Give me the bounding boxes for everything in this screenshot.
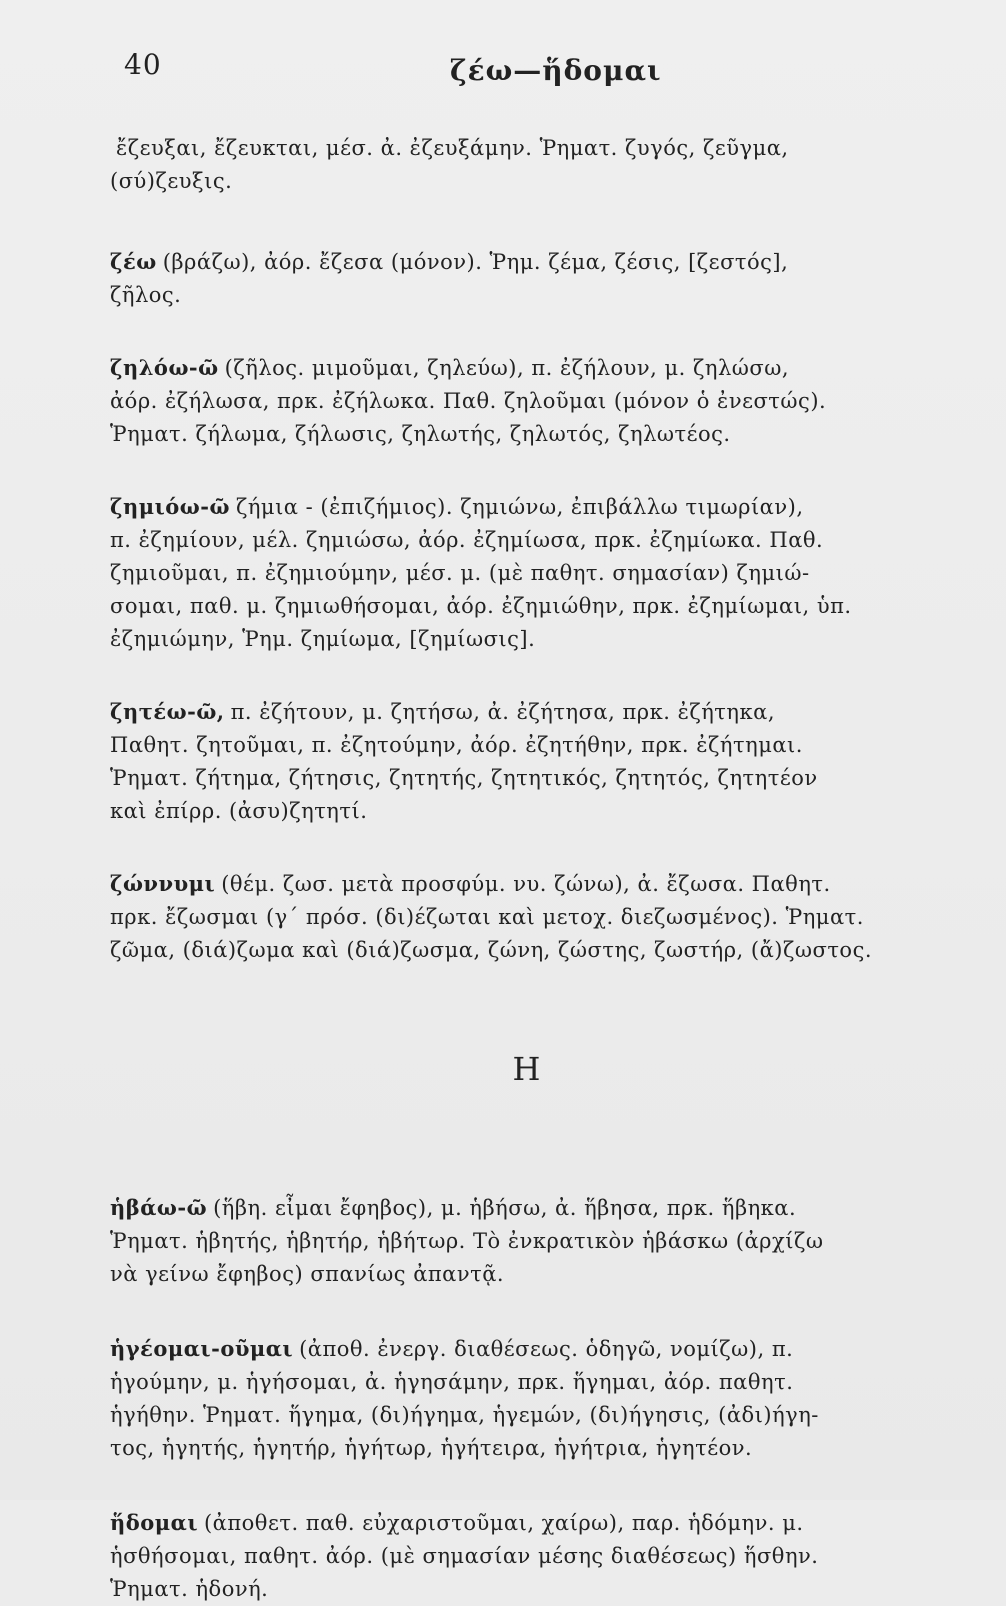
entry-text: (ἀποθετ. παθ. εὐχαριστοῦμαι, χαίρω), παρ. ἡδόμην. μ. ἡσθήσομαι, παθητ. ἀόρ. (μὲ σημασίαν μέσης διαθέσεως) ἥσθην. Ῥηματ. ἡδονή.: [110, 1511, 819, 1601]
running-head: ζέω—ἥδομαι: [450, 54, 662, 87]
entry-text: ἔζευξαι, ἔζευκται, μέσ. ἀ. ἐζευξάμην. Ῥηματ. ζυγός, ζεῦγμα, (σύ)ζευξις.: [110, 136, 789, 193]
entry-text: (ἀποθ. ἐνεργ. διαθέσεως. ὁδηγῶ, νομίζω), π. ἡγούμην, μ. ἡγήσομαι, ἀ. ἡγησάμην, πρκ. ἥγημαι, ἀόρ. παθητ. ἡγήθην. Ῥηματ. ἥγημα, (δι)ήγημα, ἡγεμών, (δι)ήγησις, (ἀδι)ήγη- τος, ἡγητής, ἡγητήρ, ἡγήτωρ, ἡγήτειρα, ἡγήτρια, ἡγητέον.: [110, 1337, 819, 1460]
entry-text: ζήμια - (ἐπιζήμιος). ζημιώνω, ἐπιβάλλω τιμωρίαν), π. ἐζημίουν, μέλ. ζημιώσω, ἀόρ. ἐζημίωσα, πρκ. ἐζημίωκα. Παθ. ζημιοῦμαι, π. ἐζημιούμην, μέσ. μ. (μὲ παθητ. σημασίαν) ζημιώ- σομαι, παθ. μ. ζημιωθήσομαι, ἀόρ. ἐζημιώθην, πρκ. ἐζημίωμαι, ὑπ. ἐζημιώμην, Ῥημ. ζημίωμα, [ζημίωσις].: [110, 495, 852, 651]
dictionary-entry: [110, 212, 944, 312]
entry-headword: ἡγέομαι-οῦμαι: [110, 1336, 294, 1361]
entry-headword: ζέω: [110, 249, 157, 274]
entry-text: π. ἐζήτουν, μ. ζητήσω, ἀ. ἐζήτησα, πρκ. ἐζήτηκα, Παθητ. ζητοῦμαι, π. ἐζητούμην, ἀόρ. ἐζητήθην, πρκ. ἐζήτημαι. Ῥηματ. ζήτημα, ζήτησις, ζητητής, ζητητικός, ζητητός, ζητητέον καὶ ἐπίρρ. (ἀσυ)ζητητί.: [110, 700, 818, 823]
dictionary-entry: [110, 834, 944, 967]
entry-headword: ἡβάω-ῶ: [110, 1195, 208, 1220]
dictionary-entry: [110, 1158, 944, 1291]
entry-headword: ζηλόω-ῶ: [110, 355, 219, 380]
entry-headword: ζητέω-ῶ,: [110, 699, 225, 724]
entry-headword: ζημιόω-ῶ: [110, 494, 230, 519]
entry-text: (ἥβη. εἶμαι ἔφηβος), μ. ἡβήσω, ἀ. ἥβησα, πρκ. ἥβηκα. Ῥηματ. ἡβητής, ἡβητήρ, ἡβήτωρ. Τὸ ἐνκρατικὸν ἡβάσκω (ἀρχίζω νὰ γείνω ἔφηβος) σπανίως ἀπαντᾷ.: [110, 1196, 824, 1286]
dictionary-entry: [110, 98, 944, 198]
entry-text: (βράζω), ἀόρ. ἔζεσα (μόνον). Ῥημ. ζέμα, ζέσις, [ζεστός], ζῆλος.: [110, 250, 789, 307]
entry-text: (ζῆλος. μιμοῦμαι, ζηλεύω), π. ἐζήλουν, μ. ζηλώσω, ἀόρ. ἐζήλωσα, πρκ. ἐζήλωκα. Παθ. ζηλοῦμαι (μόνον ὁ ἐνεστώς). Ῥηματ. ζήλωμα, ζήλωσις, ζηλωτής, ζηλωτός, ζηλωτέος.: [110, 356, 827, 446]
dictionary-entry: [110, 1473, 944, 1606]
section-letter: Η: [512, 1050, 542, 1088]
dictionary-entry: [110, 457, 944, 656]
entry-headword: ἥδομαι: [110, 1510, 198, 1535]
dictionary-entry: [110, 1299, 944, 1465]
page-header: [110, 40, 944, 98]
dictionary-entry: [110, 318, 944, 451]
dictionary-entry: [110, 662, 944, 828]
section-h-entries: [110, 1158, 944, 1606]
dictionary-entries: [110, 98, 944, 1606]
entry-text: (θέμ. ζωσ. μετὰ προσφύμ. νυ. ζώνω), ἀ. ἔζωσα. Παθητ. πρκ. ἔζωσμαι (γ΄ πρόσ. (δι)έζωται καὶ μετοχ. διεζωσμένος). Ῥηματ. ζῶμα, (διά)ζωμα καὶ (διά)ζωσμα, ζώνη, ζώστης, ζωστήρ, (ἄ)ζωστος.: [110, 872, 873, 962]
entry-headword: ζώννυμι: [110, 871, 216, 896]
page-number: 40: [124, 48, 162, 81]
